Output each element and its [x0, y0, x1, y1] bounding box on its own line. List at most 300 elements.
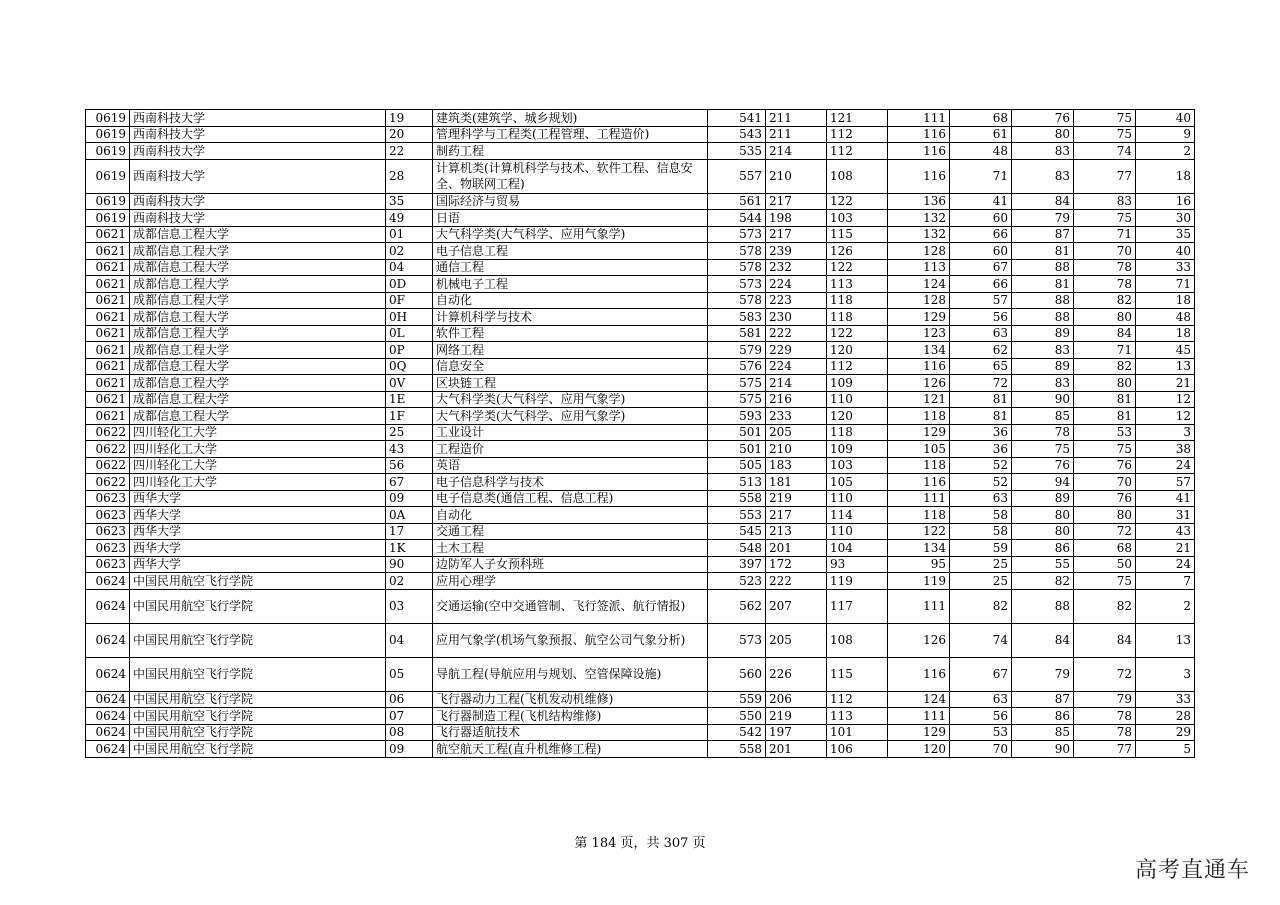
score-cell: 68 — [1074, 540, 1136, 557]
major-code-cell: 05 — [386, 657, 433, 691]
score-cell: 70 — [950, 741, 1012, 758]
score-cell: 84 — [1012, 623, 1074, 657]
score-cell: 232 — [766, 259, 827, 276]
score-cell: 183 — [766, 457, 827, 474]
school-code-cell: 0621 — [86, 358, 130, 375]
score-cell: 72 — [1074, 523, 1136, 540]
major-name-cell: 大气科学类(大气科学、应用气象学) — [433, 408, 708, 425]
score-cell: 116 — [888, 143, 950, 160]
table-row — [86, 276, 1195, 293]
score-cell: 136 — [888, 193, 950, 210]
school-code-cell: 0622 — [86, 424, 130, 441]
score-cell: 558 — [708, 741, 766, 758]
major-code-cell: 43 — [386, 441, 433, 458]
major-code-cell: 0Q — [386, 358, 433, 375]
score-cell: 562 — [708, 589, 766, 623]
score-cell: 501 — [708, 441, 766, 458]
score-cell: 93 — [827, 556, 888, 573]
score-cell: 126 — [888, 375, 950, 392]
score-cell: 25 — [950, 573, 1012, 590]
table-row — [86, 243, 1195, 260]
score-cell: 118 — [827, 424, 888, 441]
score-cell: 5 — [1136, 741, 1195, 758]
score-cell: 583 — [708, 309, 766, 326]
score-cell: 87 — [1012, 226, 1074, 243]
major-name-cell: 交通工程 — [433, 523, 708, 540]
score-cell: 122 — [827, 193, 888, 210]
major-name-cell: 英语 — [433, 457, 708, 474]
score-cell: 205 — [766, 623, 827, 657]
score-cell: 66 — [950, 226, 1012, 243]
school-name-cell: 西华大学 — [130, 507, 386, 524]
score-cell: 75 — [1012, 441, 1074, 458]
score-cell: 535 — [708, 143, 766, 160]
score-cell: 36 — [950, 424, 1012, 441]
score-cell: 72 — [950, 375, 1012, 392]
school-code-cell: 0621 — [86, 226, 130, 243]
school-name-cell: 四川轻化工大学 — [130, 424, 386, 441]
score-cell: 113 — [827, 708, 888, 725]
score-cell: 83 — [1012, 143, 1074, 160]
school-name-cell: 成都信息工程大学 — [130, 276, 386, 293]
school-code-cell: 0619 — [86, 126, 130, 143]
score-cell: 211 — [766, 110, 827, 127]
score-cell: 513 — [708, 474, 766, 491]
school-name-cell: 西南科技大学 — [130, 126, 386, 143]
score-cell: 90 — [1012, 391, 1074, 408]
major-code-cell: 02 — [386, 243, 433, 260]
table-row — [86, 474, 1195, 491]
major-code-cell: 0V — [386, 375, 433, 392]
score-cell: 61 — [950, 126, 1012, 143]
score-cell: 224 — [766, 358, 827, 375]
major-code-cell: 02 — [386, 573, 433, 590]
score-cell: 544 — [708, 210, 766, 227]
score-cell: 16 — [1136, 193, 1195, 210]
score-cell: 48 — [1136, 309, 1195, 326]
school-name-cell: 成都信息工程大学 — [130, 325, 386, 342]
score-cell: 115 — [827, 226, 888, 243]
school-code-cell: 0623 — [86, 556, 130, 573]
school-code-cell: 0621 — [86, 259, 130, 276]
score-cell: 116 — [888, 126, 950, 143]
school-code-cell: 0624 — [86, 741, 130, 758]
school-name-cell: 中国民用航空飞行学院 — [130, 724, 386, 741]
score-cell: 217 — [766, 226, 827, 243]
score-cell: 88 — [1012, 589, 1074, 623]
score-cell: 81 — [1012, 276, 1074, 293]
school-name-cell: 西华大学 — [130, 556, 386, 573]
score-cell: 2 — [1136, 143, 1195, 160]
score-cell: 233 — [766, 408, 827, 425]
score-cell: 33 — [1136, 691, 1195, 708]
school-name-cell: 四川轻化工大学 — [130, 457, 386, 474]
score-cell: 78 — [1012, 424, 1074, 441]
school-name-cell: 西华大学 — [130, 490, 386, 507]
score-cell: 575 — [708, 391, 766, 408]
school-name-cell: 中国民用航空飞行学院 — [130, 708, 386, 725]
school-code-cell: 0621 — [86, 309, 130, 326]
major-code-cell: 0F — [386, 292, 433, 309]
score-cell: 118 — [888, 457, 950, 474]
major-name-cell: 区块链工程 — [433, 375, 708, 392]
school-name-cell: 西南科技大学 — [130, 110, 386, 127]
score-cell: 82 — [1012, 573, 1074, 590]
score-cell: 75 — [1074, 573, 1136, 590]
school-name-cell: 中国民用航空飞行学院 — [130, 589, 386, 623]
score-cell: 84 — [1074, 623, 1136, 657]
score-cell: 224 — [766, 276, 827, 293]
major-name-cell: 土木工程 — [433, 540, 708, 557]
score-cell: 82 — [1074, 589, 1136, 623]
table-row — [86, 325, 1195, 342]
score-cell: 201 — [766, 540, 827, 557]
score-cell: 108 — [827, 623, 888, 657]
score-cell: 201 — [766, 741, 827, 758]
score-cell: 78 — [1074, 259, 1136, 276]
score-cell: 38 — [1136, 441, 1195, 458]
score-cell: 560 — [708, 657, 766, 691]
major-name-cell: 飞行器制造工程(飞机结构维修) — [433, 708, 708, 725]
major-code-cell: 09 — [386, 490, 433, 507]
school-name-cell: 西华大学 — [130, 523, 386, 540]
score-cell: 109 — [827, 375, 888, 392]
score-cell: 40 — [1136, 243, 1195, 260]
table-row — [86, 143, 1195, 160]
major-code-cell: 19 — [386, 110, 433, 127]
major-name-cell: 边防军人子女预科班 — [433, 556, 708, 573]
table-row — [86, 573, 1195, 590]
score-cell: 118 — [827, 292, 888, 309]
school-code-cell: 0619 — [86, 143, 130, 160]
score-cell: 123 — [888, 325, 950, 342]
score-cell: 210 — [766, 159, 827, 193]
school-name-cell: 中国民用航空飞行学院 — [130, 573, 386, 590]
score-cell: 578 — [708, 292, 766, 309]
score-cell: 80 — [1074, 309, 1136, 326]
score-cell: 559 — [708, 691, 766, 708]
score-cell: 82 — [1074, 358, 1136, 375]
score-cell: 56 — [950, 309, 1012, 326]
score-cell: 112 — [827, 691, 888, 708]
school-name-cell: 中国民用航空飞行学院 — [130, 657, 386, 691]
table-row — [86, 375, 1195, 392]
score-cell: 134 — [888, 342, 950, 359]
major-code-cell: 22 — [386, 143, 433, 160]
major-name-cell: 管理科学与工程类(工程管理、工程造价) — [433, 126, 708, 143]
major-name-cell: 信息安全 — [433, 358, 708, 375]
score-cell: 84 — [1012, 193, 1074, 210]
score-cell: 53 — [950, 724, 1012, 741]
score-cell: 63 — [950, 490, 1012, 507]
school-name-cell: 成都信息工程大学 — [130, 309, 386, 326]
major-code-cell: 1K — [386, 540, 433, 557]
score-cell: 85 — [1012, 408, 1074, 425]
score-cell: 122 — [827, 325, 888, 342]
major-name-cell: 电子信息工程 — [433, 243, 708, 260]
major-name-cell: 电子信息类(通信工程、信息工程) — [433, 490, 708, 507]
major-code-cell: 17 — [386, 523, 433, 540]
major-code-cell: 0H — [386, 309, 433, 326]
score-cell: 581 — [708, 325, 766, 342]
score-cell: 65 — [950, 358, 1012, 375]
school-name-cell: 西南科技大学 — [130, 159, 386, 193]
score-cell: 28 — [1136, 708, 1195, 725]
major-name-cell: 通信工程 — [433, 259, 708, 276]
score-cell: 578 — [708, 243, 766, 260]
score-cell: 214 — [766, 375, 827, 392]
score-cell: 76 — [1012, 457, 1074, 474]
score-cell: 111 — [888, 708, 950, 725]
school-code-cell: 0623 — [86, 540, 130, 557]
score-cell: 112 — [827, 126, 888, 143]
table-row — [86, 556, 1195, 573]
score-cell: 116 — [888, 657, 950, 691]
score-cell: 62 — [950, 342, 1012, 359]
table-row — [86, 210, 1195, 227]
score-cell: 120 — [827, 342, 888, 359]
score-cell: 575 — [708, 375, 766, 392]
table-body — [86, 110, 1195, 758]
table-row — [86, 589, 1195, 623]
score-cell: 226 — [766, 657, 827, 691]
school-name-cell: 成都信息工程大学 — [130, 243, 386, 260]
score-cell: 12 — [1136, 391, 1195, 408]
score-cell: 501 — [708, 424, 766, 441]
score-cell: 115 — [827, 657, 888, 691]
score-cell: 206 — [766, 691, 827, 708]
major-name-cell: 应用气象学(机场气象预报、航空公司气象分析) — [433, 623, 708, 657]
score-cell: 210 — [766, 441, 827, 458]
major-code-cell: 1E — [386, 391, 433, 408]
score-cell: 239 — [766, 243, 827, 260]
score-cell: 103 — [827, 457, 888, 474]
school-code-cell: 0622 — [86, 457, 130, 474]
score-cell: 74 — [950, 623, 1012, 657]
score-cell: 30 — [1136, 210, 1195, 227]
score-cell: 576 — [708, 358, 766, 375]
score-cell: 86 — [1012, 708, 1074, 725]
score-cell: 81 — [950, 391, 1012, 408]
score-cell: 68 — [950, 110, 1012, 127]
school-code-cell: 0621 — [86, 243, 130, 260]
score-cell: 83 — [1074, 193, 1136, 210]
table-row — [86, 507, 1195, 524]
school-code-cell: 0624 — [86, 724, 130, 741]
major-code-cell: 04 — [386, 259, 433, 276]
score-cell: 58 — [950, 523, 1012, 540]
score-cell: 87 — [1012, 691, 1074, 708]
table-row — [86, 292, 1195, 309]
score-cell: 84 — [1074, 325, 1136, 342]
major-name-cell: 飞行器适航技术 — [433, 724, 708, 741]
school-name-cell: 西南科技大学 — [130, 210, 386, 227]
school-code-cell: 0621 — [86, 375, 130, 392]
major-name-cell: 日语 — [433, 210, 708, 227]
school-name-cell: 成都信息工程大学 — [130, 375, 386, 392]
table-row — [86, 523, 1195, 540]
score-cell: 211 — [766, 126, 827, 143]
score-cell: 86 — [1012, 540, 1074, 557]
major-code-cell: 08 — [386, 724, 433, 741]
score-cell: 75 — [1074, 110, 1136, 127]
table-row — [86, 391, 1195, 408]
score-cell: 129 — [888, 724, 950, 741]
table-row — [86, 309, 1195, 326]
score-cell: 108 — [827, 159, 888, 193]
major-name-cell: 飞行器动力工程(飞机发动机维修) — [433, 691, 708, 708]
score-cell: 545 — [708, 523, 766, 540]
score-cell: 121 — [827, 110, 888, 127]
score-cell: 181 — [766, 474, 827, 491]
score-cell: 83 — [1012, 159, 1074, 193]
score-cell: 122 — [827, 259, 888, 276]
score-cell: 94 — [1012, 474, 1074, 491]
score-cell: 48 — [950, 143, 1012, 160]
score-cell: 579 — [708, 342, 766, 359]
score-cell: 31 — [1136, 507, 1195, 524]
score-cell: 67 — [950, 657, 1012, 691]
major-code-cell: 0P — [386, 342, 433, 359]
score-cell: 126 — [827, 243, 888, 260]
major-name-cell: 自动化 — [433, 507, 708, 524]
score-cell: 53 — [1074, 424, 1136, 441]
major-name-cell: 交通运输(空中交通管制、飞行签派、航行情报) — [433, 589, 708, 623]
score-cell: 82 — [950, 589, 1012, 623]
score-cell: 52 — [950, 457, 1012, 474]
score-cell: 543 — [708, 126, 766, 143]
score-cell: 80 — [1012, 126, 1074, 143]
table-row — [86, 657, 1195, 691]
table-row — [86, 110, 1195, 127]
school-code-cell: 0624 — [86, 623, 130, 657]
score-cell: 121 — [888, 391, 950, 408]
score-cell: 82 — [1074, 292, 1136, 309]
score-cell: 18 — [1136, 292, 1195, 309]
score-cell: 71 — [1074, 226, 1136, 243]
score-cell: 217 — [766, 193, 827, 210]
major-name-cell: 网络工程 — [433, 342, 708, 359]
score-cell: 35 — [1136, 226, 1195, 243]
table-row — [86, 457, 1195, 474]
score-cell: 88 — [1012, 292, 1074, 309]
score-cell: 119 — [888, 573, 950, 590]
score-cell: 109 — [827, 441, 888, 458]
score-cell: 110 — [827, 391, 888, 408]
score-cell: 116 — [888, 474, 950, 491]
score-cell: 56 — [950, 708, 1012, 725]
score-cell: 83 — [1012, 342, 1074, 359]
score-cell: 134 — [888, 540, 950, 557]
score-cell: 219 — [766, 490, 827, 507]
score-cell: 78 — [1074, 276, 1136, 293]
table-row — [86, 540, 1195, 557]
score-cell: 89 — [1012, 325, 1074, 342]
major-code-cell: 0D — [386, 276, 433, 293]
score-cell: 561 — [708, 193, 766, 210]
school-code-cell: 0624 — [86, 573, 130, 590]
score-cell: 29 — [1136, 724, 1195, 741]
table-row — [86, 342, 1195, 359]
score-cell: 128 — [888, 292, 950, 309]
score-cell: 110 — [827, 523, 888, 540]
score-cell: 71 — [1136, 276, 1195, 293]
major-code-cell: 0A — [386, 507, 433, 524]
score-cell: 85 — [1012, 724, 1074, 741]
major-code-cell: 35 — [386, 193, 433, 210]
score-cell: 50 — [1074, 556, 1136, 573]
school-name-cell: 西南科技大学 — [130, 193, 386, 210]
score-cell: 105 — [827, 474, 888, 491]
admission-scores-table — [85, 109, 1195, 758]
score-cell: 578 — [708, 259, 766, 276]
score-cell: 81 — [1074, 391, 1136, 408]
major-name-cell: 制药工程 — [433, 143, 708, 160]
school-name-cell: 中国民用航空飞行学院 — [130, 691, 386, 708]
score-cell: 72 — [1074, 657, 1136, 691]
score-cell: 76 — [1012, 110, 1074, 127]
score-cell: 573 — [708, 226, 766, 243]
school-name-cell: 成都信息工程大学 — [130, 408, 386, 425]
major-name-cell: 计算机科学与技术 — [433, 309, 708, 326]
score-cell: 81 — [1012, 243, 1074, 260]
score-cell: 216 — [766, 391, 827, 408]
table-row — [86, 408, 1195, 425]
score-cell: 18 — [1136, 159, 1195, 193]
score-cell: 3 — [1136, 657, 1195, 691]
score-cell: 36 — [950, 441, 1012, 458]
school-code-cell: 0619 — [86, 110, 130, 127]
score-cell: 90 — [1012, 741, 1074, 758]
score-cell: 59 — [950, 540, 1012, 557]
major-code-cell: 90 — [386, 556, 433, 573]
school-name-cell: 成都信息工程大学 — [130, 391, 386, 408]
major-name-cell: 电子信息科学与技术 — [433, 474, 708, 491]
score-cell: 103 — [827, 210, 888, 227]
major-code-cell: 20 — [386, 126, 433, 143]
score-cell: 57 — [1136, 474, 1195, 491]
major-code-cell: 03 — [386, 589, 433, 623]
score-cell: 573 — [708, 276, 766, 293]
score-cell: 79 — [1012, 210, 1074, 227]
score-cell: 77 — [1074, 159, 1136, 193]
score-cell: 43 — [1136, 523, 1195, 540]
score-cell: 75 — [1074, 210, 1136, 227]
school-name-cell: 成都信息工程大学 — [130, 358, 386, 375]
table-row — [86, 126, 1195, 143]
score-cell: 88 — [1012, 309, 1074, 326]
table-row — [86, 623, 1195, 657]
score-cell: 128 — [888, 243, 950, 260]
score-cell: 110 — [827, 490, 888, 507]
score-cell: 95 — [888, 556, 950, 573]
score-cell: 80 — [1012, 507, 1074, 524]
major-name-cell: 计算机类(计算机科学与技术、软件工程、信息安全、物联网工程) — [433, 159, 708, 193]
school-code-cell: 0623 — [86, 507, 130, 524]
score-cell: 76 — [1074, 490, 1136, 507]
score-cell: 548 — [708, 540, 766, 557]
school-name-cell: 四川轻化工大学 — [130, 474, 386, 491]
major-name-cell: 大气科学类(大气科学、应用气象学) — [433, 391, 708, 408]
school-code-cell: 0621 — [86, 325, 130, 342]
table-row — [86, 159, 1195, 193]
score-cell: 60 — [950, 243, 1012, 260]
score-cell: 63 — [950, 325, 1012, 342]
school-code-cell: 0619 — [86, 159, 130, 193]
score-cell: 60 — [950, 210, 1012, 227]
score-cell: 214 — [766, 143, 827, 160]
score-cell: 129 — [888, 309, 950, 326]
